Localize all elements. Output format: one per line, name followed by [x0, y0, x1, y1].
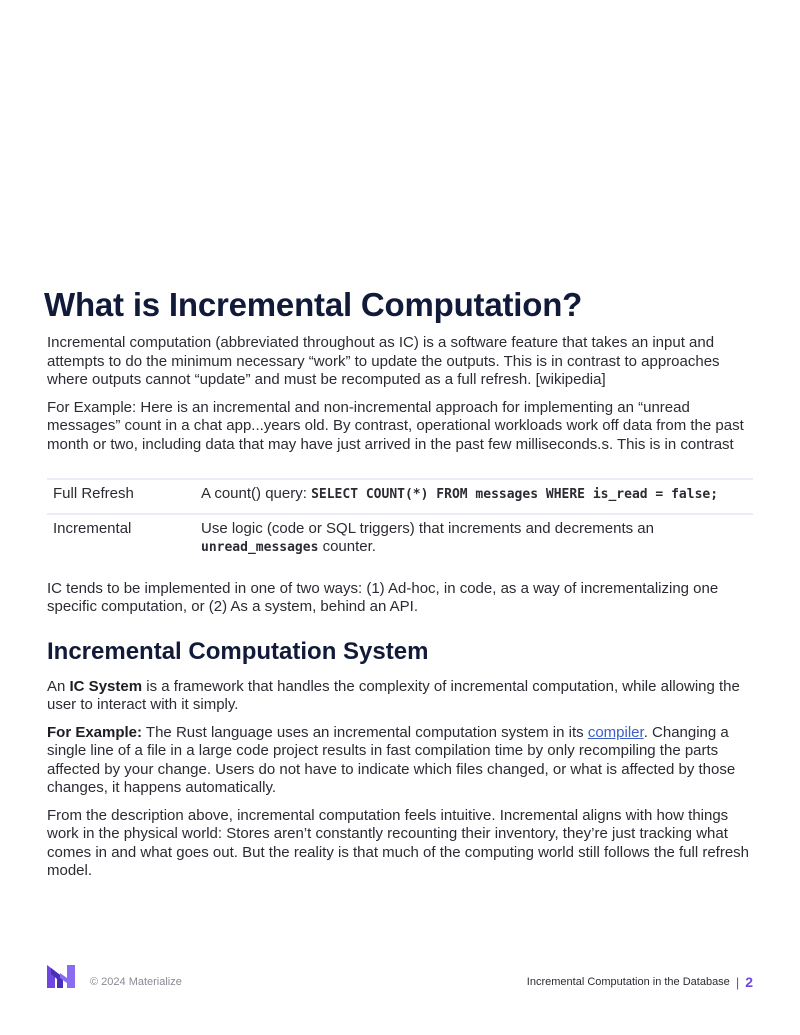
- row-label: Incremental: [53, 519, 132, 537]
- materialize-logo-icon: [47, 965, 75, 988]
- sql-code: SELECT COUNT(*) FROM messages WHERE is_read = false;: [311, 487, 719, 502]
- row-text: A count() query:: [201, 485, 312, 502]
- paragraph-text: is a framework that handles the complexity of incremental computation, while allowing the user to interact with it simply.: [47, 677, 740, 713]
- compiler-link[interactable]: compiler: [587, 723, 644, 741]
- page-content: [44, 284, 755, 890]
- row-description: [195, 479, 753, 514]
- footer-doc-title: Incremental Computation in the Database: [526, 976, 730, 988]
- ways-paragraph: IC tends to be implemented in one of two ways: (1) Ad-hoc, in code, as a way of incrementalizing one specific computation, or (2) As a system, behind an API.: [47, 579, 719, 615]
- footer-right: [527, 974, 753, 990]
- row-label: Full Refresh: [53, 485, 134, 502]
- paragraph-text: . Changing a single line of a file in a large code project results in fast compilation time by only recompiling the parts affected by your change. Users do not have to indicate which files changed, or what is affected by those changes, it happens automatically.: [47, 723, 736, 796]
- page-footer: [47, 965, 753, 989]
- row-text: Use logic (code or SQL triggers) that increments and decrements an: [201, 519, 654, 537]
- intro-paragraph: Incremental computation (abbreviated throughout as IC) is a software feature that takes an input and attempts to do the minimum necessary “work” to update the outputs. This is in contrast to approaches where outputs cannot “update” and must be recomputed as a full refresh. [wikipedia]: [47, 334, 720, 388]
- row-text-after: counter.: [318, 538, 376, 555]
- table-row: [47, 479, 753, 514]
- rust-example-paragraph: [47, 724, 755, 798]
- copyright-text: © 2024 Materialize: [90, 976, 182, 988]
- page-title: What is Incremental Computation?: [44, 286, 583, 323]
- section-heading: Incremental Computation System: [47, 637, 429, 665]
- bold-term: IC System: [69, 677, 143, 695]
- closing-paragraph: From the description above, incremental computation feels intuitive. Incremental aligns with how things work in the physical world: Stores aren’t constantly recounting their inventory, they’re just tracking what comes in and what goes out. But the reality is that much of the computing world still follows the full refresh model.: [47, 806, 750, 879]
- page-number: 2: [745, 974, 753, 990]
- ic-system-paragraph: [47, 678, 755, 715]
- comparison-table: [47, 478, 753, 566]
- paragraph-text: An: [47, 677, 70, 695]
- code-identifier: unread_messages: [201, 540, 319, 555]
- footer-separator: |: [735, 974, 740, 990]
- paragraph-text: The Rust language uses an incremental computation system in its: [142, 723, 588, 741]
- bold-lead: For Example:: [47, 723, 143, 741]
- example-paragraph: For Example: Here is an incremental and non-incremental approach for implementing an “unread messages” count in a chat app...years old. By contrast, operational workloads work off data from the past month or two, including data that may have just arrived in the past few milliseconds.s. This is in contrast: [47, 398, 744, 453]
- row-description: [195, 514, 753, 566]
- table-row: [47, 514, 753, 566]
